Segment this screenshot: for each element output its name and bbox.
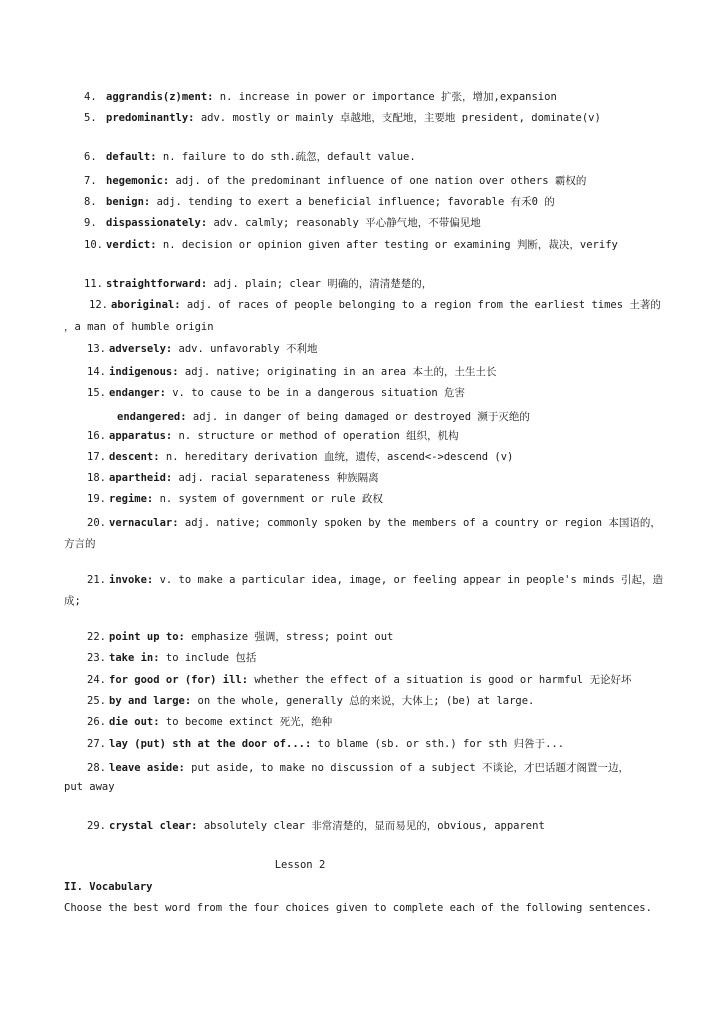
entry-number: 7.: [84, 175, 97, 187]
entry-16: [87, 429, 459, 443]
entry-8: [84, 195, 555, 209]
entry-23: [87, 651, 256, 665]
entry-definition: n. system of government or rule 政权: [153, 493, 383, 505]
entry-definition: v. to cause to be in a dangerous situation 危害: [165, 387, 466, 399]
entry-4: [84, 90, 557, 104]
entry-17: [87, 450, 513, 464]
entry-definition: adj. native; originating in an area 本土的，土生土长: [178, 366, 497, 378]
entry-term: vernacular:: [109, 517, 179, 529]
entry-number: 8.: [84, 196, 97, 208]
entry-12-continuation: ，a man of humble origin: [64, 321, 214, 333]
entry-term: take in:: [109, 652, 160, 664]
entry-19: [87, 492, 383, 506]
entry-number: 17.: [87, 451, 106, 463]
entry-definition: adj. racial separateness 种族隔离: [172, 472, 379, 484]
entry-22: [87, 630, 393, 644]
entry-definition: adv. unfavorably 不利地: [172, 343, 318, 355]
entry-definition: adj. plain; clear 明确的，清清楚楚的，: [207, 278, 433, 290]
entry-number: 6.: [84, 151, 97, 163]
entry-term: default:: [106, 151, 157, 163]
entry-14: [87, 365, 496, 379]
entry-15: [87, 386, 465, 400]
entry-number: 28.: [87, 762, 106, 774]
entry-term: by and large:: [109, 695, 192, 707]
entry-number: 23.: [87, 652, 106, 664]
entry-term: crystal clear:: [109, 820, 198, 832]
entry-number: 24.: [87, 674, 106, 686]
instruction-text: Choose the best word from the four choices given to complete each of the following sentences.: [64, 902, 652, 914]
entry-definition: to include 包括: [159, 652, 257, 664]
entry-number: 13.: [87, 343, 106, 355]
entry-29: [87, 819, 545, 833]
entry-28: [87, 761, 629, 775]
entry-definition: adj. tending to exert a beneficial influence; favorable 有禾0 的: [150, 196, 555, 208]
entry-term: lay (put) sth at the door of...:: [109, 738, 312, 750]
entry-term: apparatus:: [109, 430, 173, 442]
entry-term: for good or (for) ill:: [109, 674, 249, 686]
entry-definition: adj. native; commonly spoken by the members of a country or region 本国语的，: [178, 517, 661, 529]
entry-term: regime:: [109, 493, 154, 505]
entry-number: 16.: [87, 430, 106, 442]
entry-25: [87, 694, 534, 708]
entry-definition: to blame (sb. or sth.) for sth 归咎于...: [311, 738, 565, 750]
entry-number: 9.: [84, 217, 97, 229]
entry-number: 21.: [87, 574, 106, 586]
entry-definition: adj. of the predominant influence of one nation over others 霸权的: [169, 175, 587, 187]
entry-number: 26.: [87, 716, 106, 728]
entry-term: aboriginal:: [111, 299, 181, 311]
entry-term: adversely:: [109, 343, 173, 355]
entry-21-continuation: 成;: [64, 595, 81, 607]
entry-27: [87, 737, 564, 751]
entry-11: [84, 277, 432, 291]
lesson-title: Lesson 2: [274, 859, 326, 871]
entry-definition: whether the effect of a situation is good or harmful 无论好坏: [248, 674, 632, 686]
entry-12: [89, 298, 661, 312]
entry-definition: v. to make a particular idea, image, or feeling appear in people's minds 引起，造: [153, 574, 664, 586]
entry-number: 4.: [84, 91, 97, 103]
entry-number: 10.: [84, 239, 103, 251]
entry-term: aggrandis(z)ment:: [106, 91, 214, 103]
entry-term: point up to:: [109, 631, 185, 643]
entry-number: 12.: [89, 299, 108, 311]
entry-term: straightforward:: [106, 278, 208, 290]
entry-term: apartheid:: [109, 472, 173, 484]
entry-number: 20.: [87, 517, 106, 529]
entry-definition: put aside, to make no discussion of a subject 不谈论，才巴话题才阁置一边，: [184, 762, 629, 774]
entry-term: verdict:: [106, 239, 157, 251]
entry-term: endanger:: [109, 387, 166, 399]
entry-13: [87, 342, 318, 356]
entry-definition: n. structure or method of operation 组织，机构: [172, 430, 459, 442]
entry-definition: n. decision or opinion given after testing or examining 判断，裁决，verify: [156, 239, 618, 251]
entry-number: 27.: [87, 738, 106, 750]
entry-number: 18.: [87, 472, 106, 484]
entry-definition: to become extinct 死光，绝种: [159, 716, 333, 728]
entry-definition: adv. mostly or mainly 卓越地，支配地，主要地 president, dominate(v): [194, 112, 601, 124]
entry-definition: n. hereditary derivation 血统，遗传，ascend<->descend (v): [159, 451, 514, 463]
entry-number: 5.: [84, 112, 97, 124]
entry-5: [84, 111, 601, 125]
entry-definition: emphasize 强调，stress; point out: [184, 631, 394, 643]
entry-definition: absolutely clear 非常清楚的，显而易见的，obvious, apparent: [197, 820, 545, 832]
entry-number: 29.: [87, 820, 106, 832]
entry-definition: adj. in danger of being damaged or destroyed 濒于灭绝的: [186, 411, 530, 423]
entry-term: endangered:: [117, 411, 187, 423]
entry-26: [87, 715, 332, 729]
entry-definition: n. increase in power or importance 扩张，增加,expansion: [213, 91, 557, 103]
entry-number: 25.: [87, 695, 106, 707]
entry-term: dispassionately:: [106, 217, 208, 229]
entry-definition: adv. calmly; reasonably 平心静气地，不带偏见地: [207, 217, 481, 229]
entry-number: 11.: [84, 278, 103, 290]
entry-9: [84, 216, 481, 230]
entry-6: [84, 150, 416, 164]
entry-20: [87, 516, 661, 530]
entry-7: [84, 174, 586, 188]
entry-21: [87, 573, 663, 587]
entry-definition: adj. of races of people belonging to a region from the earliest times 土著的: [180, 299, 661, 311]
entry-definition: n. failure to do sth.疏忽，default value.: [156, 151, 416, 163]
section-heading: II. Vocabulary: [64, 881, 153, 893]
entry-definition: on the whole, generally 总的来说，大体上; (be) at large.: [191, 695, 535, 707]
entry-28-continuation: put away: [64, 781, 115, 793]
entry-18: [87, 471, 379, 485]
entry-term: indigenous:: [109, 366, 179, 378]
entry-term: invoke:: [109, 574, 154, 586]
entry-term: die out:: [109, 716, 160, 728]
entry-term: hegemonic:: [106, 175, 170, 187]
entry-term: benign:: [106, 196, 151, 208]
entry-15-sub: [117, 410, 530, 424]
entry-20-continuation: 方言的: [64, 538, 96, 550]
entry-number: 19.: [87, 493, 106, 505]
entry-number: 14.: [87, 366, 106, 378]
entry-24: [87, 673, 631, 687]
entry-term: descent:: [109, 451, 160, 463]
entry-term: predominantly:: [106, 112, 195, 124]
entry-10: [84, 238, 618, 252]
entry-term: leave aside:: [109, 762, 185, 774]
entry-number: 22.: [87, 631, 106, 643]
entry-number: 15.: [87, 387, 106, 399]
